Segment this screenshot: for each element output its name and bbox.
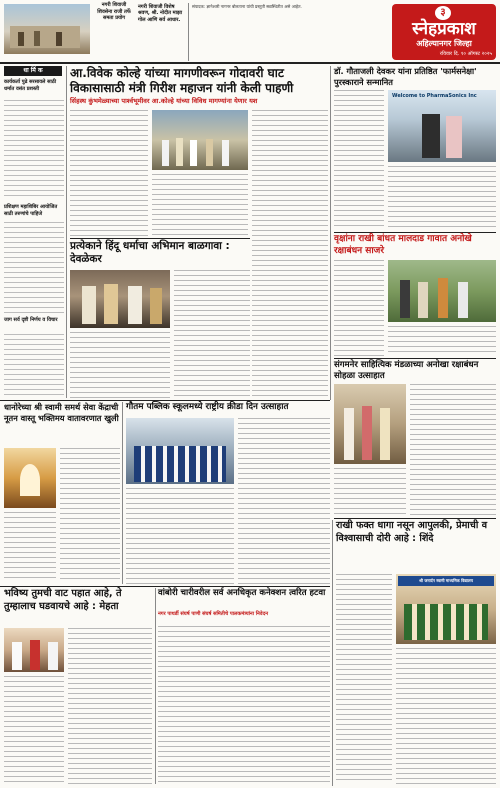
right-low-photo [334, 384, 406, 464]
top-box-3: संपादक: ज्ञानेश्वरी नागनर बोलताना यांची प्रस्तुती सद्यस्थितीत असे आहेत. [192, 4, 302, 9]
top-box-3b [304, 4, 388, 58]
lead-body-2 [152, 174, 248, 236]
right-low-body-2 [334, 468, 406, 516]
logo-title: स्नेहप्रकाश [412, 19, 476, 39]
future-body-1 [68, 628, 152, 784]
top-box-1-title: नगरी शिवाजी शिवसेना राजी तर्फे समता प्रयोग [97, 2, 131, 21]
lead-photo [152, 110, 248, 170]
date-line: रविवार दि. १० ऑगस्ट २०२५ [439, 51, 492, 57]
right-low-headline: संगमनेर साहित्यिक मंडळाच्या अनोखा रक्षाबंधन सोहळा उत्साहात [334, 360, 479, 381]
logo-subtitle: अहिल्यानगर जिल्हा [416, 39, 472, 48]
right-top-photo [388, 90, 496, 162]
future-headline: भविष्य तुमची वाट पहात आहे, ते तुम्हालाच घडवायचे आहे : मेहता [4, 588, 122, 612]
future-photo [4, 628, 64, 672]
story2-photo [70, 270, 170, 328]
vambori-body [158, 626, 330, 784]
right-mid-photo [388, 260, 496, 322]
top-box-2-text: नगरी शिवाजी विशेष श्रवण, श्री. नोदीत माझा गोल आणि सर्व आधार. [138, 4, 183, 23]
logo-block [392, 4, 496, 60]
lead-headline: आ.विवेक कोल्हे यांच्या मागणीवरून गोदावरी घाट विकासासाठी मंत्री गिरीश महाजन यांनी केली पाहणी [70, 66, 294, 95]
lead-body-3 [252, 110, 328, 400]
story2-body-2 [174, 270, 250, 398]
vambori-headline: वांबोरी चारीवरील सर्व अनधिकृत कनेक्शन त्वरित हटवा [158, 588, 326, 598]
top-photo [4, 4, 90, 54]
right-low-body-1 [410, 384, 496, 516]
rakhi-headline: राखी फक्त धागा नसून आपुलकी, प्रेमाची व विश्वासाची दोरी आहे : शिंदे [336, 520, 488, 544]
dhanoli-photo [4, 448, 56, 508]
right-top-body-2 [388, 166, 496, 230]
future-body-2 [4, 676, 64, 784]
right-mid-headline: वृक्षांना राखी बांधत मालदाड गावात अनोखे रक्षाबंधन साजरे [334, 234, 472, 256]
sidebar-article-1-head: कार्यकर्ता पुढे सरसावले साठी धर्मात वसंत प्रशस्ती [4, 79, 57, 92]
gautam-body-1 [238, 418, 330, 584]
logo-number: ३ [435, 6, 451, 20]
right-top-body-1 [334, 90, 384, 230]
sidebar-article-1-body [4, 100, 64, 200]
sidebar-article-2-head: प्रशिक्षण महाशिबिर आयोजित साठी तरुणांचे पाहिजे [4, 204, 58, 217]
dhanoli-body-2 [4, 512, 56, 582]
rakhi-photo [396, 574, 496, 644]
dhanoli-body-1 [60, 448, 120, 582]
rakhi-body-2 [396, 648, 496, 784]
dhanoli-headline: धानोरेच्या श्री स्वामी समर्थ सेवा केंद्राची नूतन वास्तू भक्तिमय वातावरणात खुली [4, 402, 119, 423]
right-top-banner: Welcome to PharmaSonics Inc [392, 93, 477, 99]
gautam-body-2 [126, 488, 234, 584]
sidebar-article-2-body [4, 222, 64, 314]
rakhi-body-1 [336, 574, 392, 784]
sidebar-article-3-body [4, 334, 64, 396]
lead-subhead: सिंहस्थ कुंभमेळ्याच्या पार्श्वभूमीवर आ.कोल्हे यांच्या विविध मागण्यांना येणार यश [70, 97, 258, 105]
gautam-photo [126, 418, 234, 484]
lead-body-1 [70, 110, 148, 236]
right-mid-body-1 [334, 260, 384, 356]
top-box-2 [138, 4, 186, 56]
story2-body-1 [70, 332, 170, 398]
vambori-subhead: नगर पाथर्डी संघर्ष पाणी संघर्ष समितीचे पालकमंत्र्यांना निवेदन [158, 611, 269, 617]
right-mid-body-2 [388, 326, 496, 356]
gautam-headline: गौतम पब्लिक स्कूलमध्ये राष्ट्रीय क्रीडा दिन उत्साहात [126, 402, 289, 412]
sidebar-tag: धा र्मि क [4, 66, 62, 76]
school-banner: श्री जनार्दन स्वामी माध्यमिक विद्यालय [398, 576, 494, 586]
top-box-1 [92, 2, 136, 58]
sidebar-article-3-head: जाग सर्व दृष्टी निर्णय व विचार [4, 317, 58, 323]
story2-headline: प्रत्येकाने हिंदू धर्माचा अभिमान बाळगावा : देवळेकर [70, 240, 230, 265]
right-top-headline: डॉ. गौताजली देवकर यांना प्रतिष्ठित 'फार्मसनेक्षा' पुरस्काराने सन्मानित [334, 66, 477, 87]
